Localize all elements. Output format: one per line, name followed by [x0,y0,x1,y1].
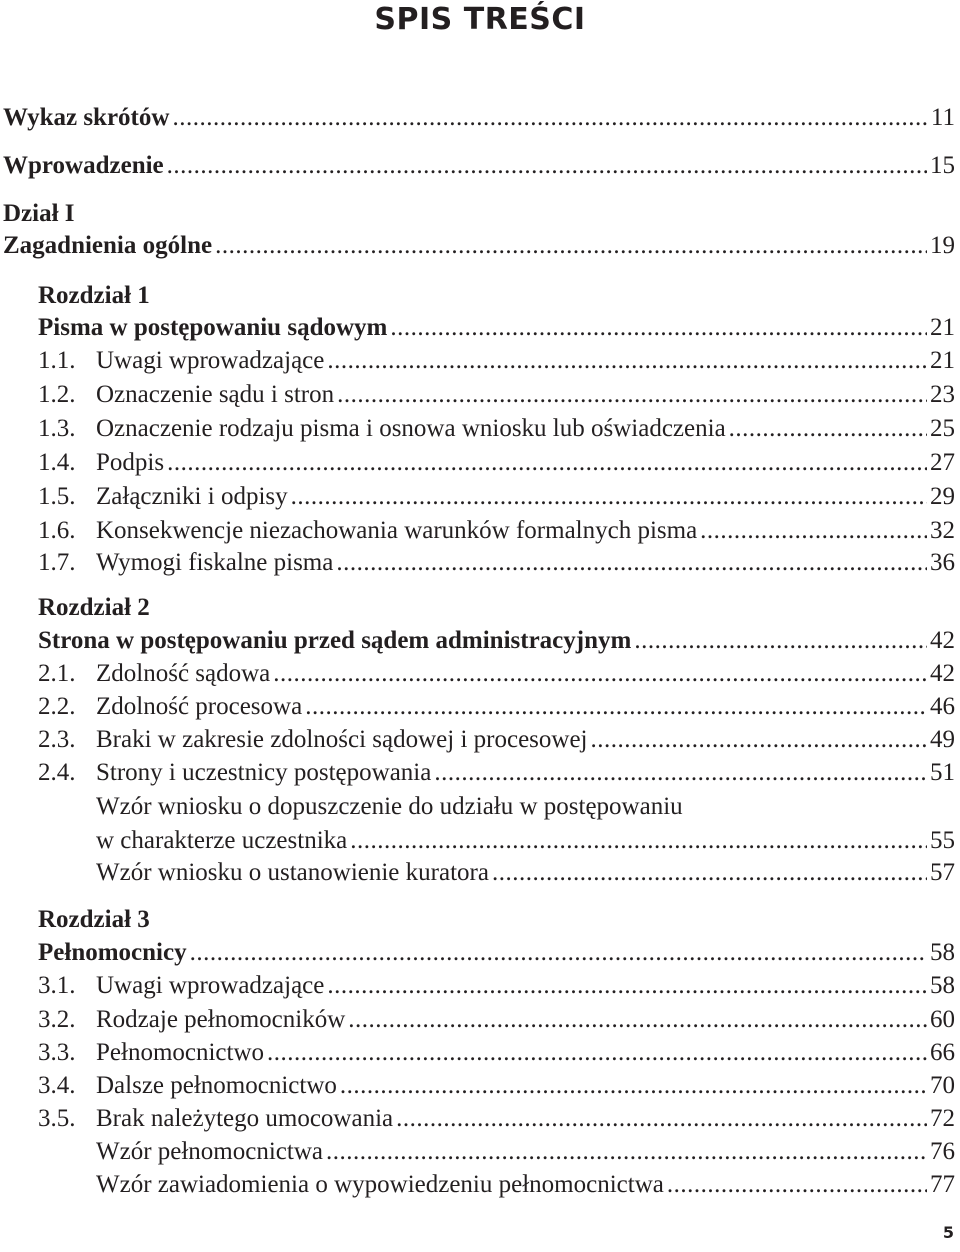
toc-entry-page: 36 [930,549,955,576]
toc-entry-page: 49 [930,726,955,753]
toc-entry-label: Zagadnienia ogólne [3,232,213,259]
toc-entry-label: Wykaz skrótów [3,104,170,131]
section-number: 3.3. [38,1039,76,1066]
section-number: 1.7. [38,549,76,576]
toc-entry-page: 15 [930,152,955,179]
toc-entry-zagadnienia-ogolne[interactable] [3,230,955,262]
toc-entry-chapter-1[interactable] [38,312,955,344]
part-heading: Dział I [3,200,75,227]
dot-leader [326,1136,927,1168]
dot-leader [390,312,927,344]
dot-leader [336,547,927,579]
dot-leader [634,625,927,657]
section-number: 3.2. [38,1006,76,1033]
toc-entry-section-1-3[interactable] [38,413,955,445]
toc-entry-page: 51 [930,759,955,786]
section-number: 1.2. [38,381,76,408]
toc-entry-section-1-2[interactable] [38,379,955,411]
toc-entry-wprowadzenie[interactable] [3,150,955,182]
toc-entry-label: w charakterze uczestnika [96,827,348,854]
section-number: 1.1. [38,347,76,374]
toc-entry-section-3-2[interactable] [38,1004,955,1036]
toc-entry-page: 23 [930,381,955,408]
toc-entry-page: 21 [930,314,955,341]
toc-entry-chapter-2[interactable] [38,625,955,657]
toc-entry-section-3-3[interactable] [38,1037,955,1069]
dot-leader [667,1169,927,1201]
toc-entry-page: 76 [930,1138,955,1165]
toc-entry-label: Pełnomocnicy [38,939,187,966]
toc-entry-wzor-kuratora[interactable] [96,857,955,889]
section-number: 1.3. [38,415,76,442]
toc-entry-section-3-5[interactable] [38,1103,955,1135]
toc-entry-label: Uwagi wprowadzające [96,972,325,999]
toc-entry-label: Oznaczenie rodzaju pisma i osnowa wniosku lub oświadczenia [96,415,726,442]
toc-entry-label: Dalsze pełnomocnictwo [96,1072,337,1099]
dot-leader [348,1004,927,1036]
toc-entry-label: Zdolność sądowa [96,660,271,687]
dot-leader [190,937,927,969]
toc-entry-section-1-7[interactable] [38,547,955,579]
toc-entry-label-line1: Wzór wniosku o dopuszczenie do udziału w postępowaniu [96,793,683,820]
dot-leader [305,691,927,723]
dot-leader [729,413,927,445]
section-number: 2.2. [38,693,76,720]
toc-entry-label: Uwagi wprowadzające [96,347,325,374]
dot-leader [273,658,927,690]
toc-entry-label: Rodzaje pełnomocników [96,1006,346,1033]
chapter-3-heading: Rozdział 3 [38,906,150,933]
toc-entry-section-1-6[interactable] [38,515,955,547]
toc-entry-page: 70 [930,1072,955,1099]
dot-leader [172,102,927,134]
toc-entry-label: Pisma w postępowaniu sądowym [38,314,388,341]
toc-entry-label: Podpis [96,449,165,476]
section-number: 3.5. [38,1105,76,1132]
dot-leader [337,379,927,411]
toc-entry-section-2-4[interactable] [38,757,955,789]
toc-entry-page: 21 [930,347,955,374]
toc-entry-section-2-1[interactable] [38,658,955,690]
toc-entry-label: Konsekwencje niezachowania warunków formalnych pisma [96,517,698,544]
dot-leader [340,1070,927,1102]
section-number: 2.3. [38,726,76,753]
toc-entry-label: Oznaczenie sądu i stron [96,381,335,408]
section-number: 1.6. [38,517,76,544]
toc-entry-label: Załączniki i odpisy [96,483,288,510]
dot-leader [327,345,927,377]
dot-leader [492,857,927,889]
toc-entry-label: Wzór zawiadomienia o wypowiedzeniu pełnomocnictwa [96,1171,664,1198]
toc-entry-section-1-5[interactable] [38,481,955,513]
toc-entry-page: 42 [930,627,955,654]
toc-entry-page: 19 [930,232,955,259]
toc-entry-page: 25 [930,415,955,442]
toc-entry-label: Wprowadzenie [3,152,164,179]
toc-entry-label: Wzór pełnomocnictwa [96,1138,323,1165]
toc-entry-label: Pełnomocnictwo [96,1039,265,1066]
dot-leader [215,230,927,262]
toc-entry-label: Braki w zakresie zdolności sądowej i procesowej [96,726,588,753]
toc-entry-wzor-zawiadomienia[interactable] [96,1169,955,1201]
toc-entry-label: Wzór wniosku o ustanowienie kuratora [96,859,489,886]
toc-entry-page: 58 [930,972,955,999]
toc-entry-page: 60 [930,1006,955,1033]
toc-entry-page: 11 [930,104,955,131]
toc-entry-section-3-1[interactable] [38,970,955,1002]
dot-leader [167,447,927,479]
dot-leader [267,1037,927,1069]
toc-entry-section-3-4[interactable] [38,1070,955,1102]
toc-entry-label: Strona w postępowaniu przed sądem administracyjnym [38,627,632,654]
toc-entry-page: 46 [930,693,955,720]
section-number: 1.5. [38,483,76,510]
toc-entry-page: 29 [930,483,955,510]
section-number: 2.1. [38,660,76,687]
toc-entry-section-2-3[interactable] [38,724,955,756]
toc-entry-page: 32 [930,517,955,544]
dot-leader [591,724,927,756]
toc-entry-wzor-pelnomocnictwa[interactable] [96,1136,955,1168]
toc-entry-page: 57 [930,859,955,886]
toc-entry-page: 27 [930,449,955,476]
toc-entry-page: 66 [930,1039,955,1066]
toc-entry-page: 42 [930,660,955,687]
section-number: 3.4. [38,1072,76,1099]
dot-leader [700,515,927,547]
chapter-2-heading: Rozdział 2 [38,594,150,621]
toc-entry-section-2-2[interactable] [38,691,955,723]
section-number: 3.1. [38,972,76,999]
toc-entry-label: Strony i uczestnicy postępowania [96,759,432,786]
dot-leader [291,481,927,513]
toc-entry-page: 72 [930,1105,955,1132]
dot-leader [327,970,927,1002]
toc-entry-label: Brak należytego umocowania [96,1105,394,1132]
toc-entry-wykaz-skrotow[interactable] [3,102,955,134]
toc-entry-section-1-4[interactable] [38,447,955,479]
chapter-1-heading: Rozdział 1 [38,282,150,309]
toc-entry-wzor-uczestnika[interactable] [96,825,955,857]
page-number: 5 [942,1223,954,1242]
section-number: 2.4. [38,759,76,786]
toc-entry-section-1-1[interactable] [38,345,955,377]
toc-entry-page: 77 [930,1171,955,1198]
toc-entry-page: 55 [930,827,955,854]
dot-leader [350,825,927,857]
section-number: 1.4. [38,449,76,476]
toc-entry-page: 58 [930,939,955,966]
toc-entry-label: Wymogi fiskalne pisma [96,549,334,576]
dot-leader [396,1103,927,1135]
dot-leader [167,150,927,182]
dot-leader [434,757,927,789]
toc-entry-chapter-3[interactable] [38,937,955,969]
toc-entry-label: Zdolność procesowa [96,693,303,720]
page-title: SPIS TREŚCI [374,2,586,37]
